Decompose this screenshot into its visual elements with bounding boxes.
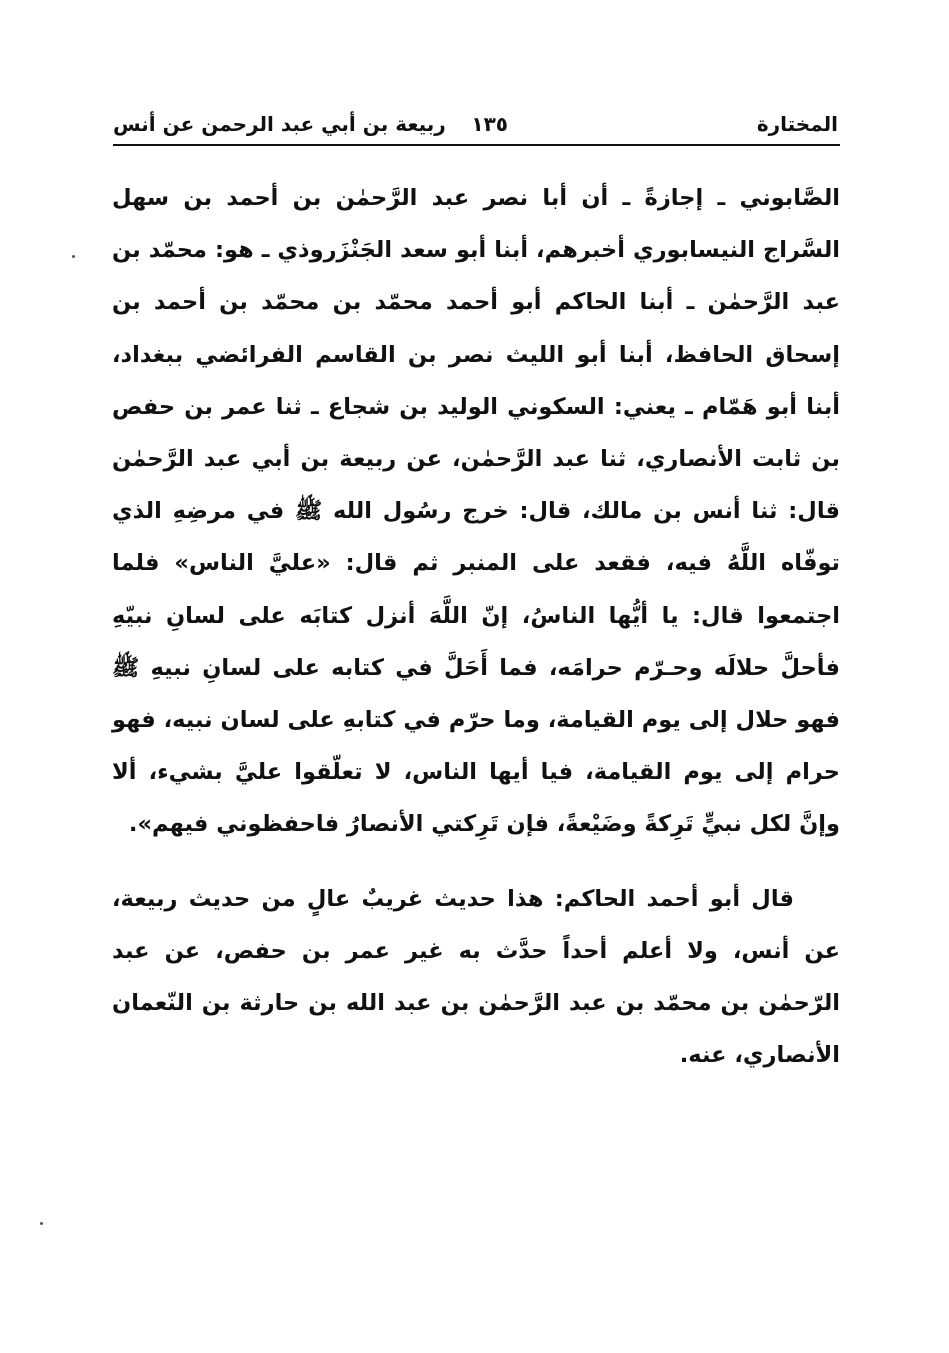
- header-rule: [113, 144, 840, 146]
- running-header: [113, 108, 838, 144]
- body-text: [112, 172, 840, 1081]
- scan-speck: [40, 1222, 43, 1225]
- paragraph-commentary: قال أبو أحمد الحاكم: هذا حديث غريبٌ عالٍ من حديث ربيعة، عن أنس، ولا أعلم أحداً حدَّث به غير عمر بن حفص، عن عبد الرّحمٰن بن محمّد بن عبد الرَّحمٰن بن عبد الله بن حارثة بن النّعمان الأنصاري، عنه.: [112, 885, 840, 1069]
- paragraph-hadith: الصَّابوني ـ إجازةً ـ أن أبا نصر عبد الرَّحمٰن بن أحمد بن سهل السَّراج النيسابوري أخبرهم، أبنا أبو سعد الجَنْزَروذي ـ هو: محمّد بن عبد الرَّحمٰن ـ أبنا الحاكم أبو أحمد محمّد بن محمّد بن أحمد بن إسحاق الحافظ، أبنا أبو الليث نصر بن القاسم الفرائضي ببغداد، أبنا أبو هَمّام ـ يعني: السكوني الوليد بن شجاع ـ ثنا عمر بن حفص بن ثابت الأنصاري، ثنا عبد الرَّحمٰن، عن ربيعة بن أبي عبد الرَّحمٰن قال: ثنا أنس بن مالك، قال: خرج رسُول الله ﷺ في مرضِهِ الذي توفّاه اللَّهُ فيه، فقعد على المنبر ثم قال: «عليَّ الناس» فلما اجتمعوا قال: يا أيُّها الناسُ، إنّ اللَّهَ أنزل كتابَه على لسانِ نبيّهِ فأحلَّ حلالَه وحـرّم حرامَه، فما أَحَلَّ في كتابه على لسانِ نبيهِ ﷺ فهو حلال إلى يوم القيامة، وما حرّم في كتابهِ على لسان نبيه، فهو حرام إلى يوم القيامة، فيا أيها الناس، لا تعلّقوا عليَّ بشيء، ألا وإنَّ لكل نبيٍّ تَرِكةً وضَيْعةً، فإن تَرِكتي الأنصارُ فاحفظوني فيهم».: [112, 185, 840, 838]
- book-title: المختارة: [756, 112, 838, 136]
- page-number: ١٣٥: [471, 112, 508, 136]
- scan-speck: [72, 255, 75, 258]
- section-title: ربيعة بن أبي عبد الرحمن عن أنس: [113, 112, 446, 136]
